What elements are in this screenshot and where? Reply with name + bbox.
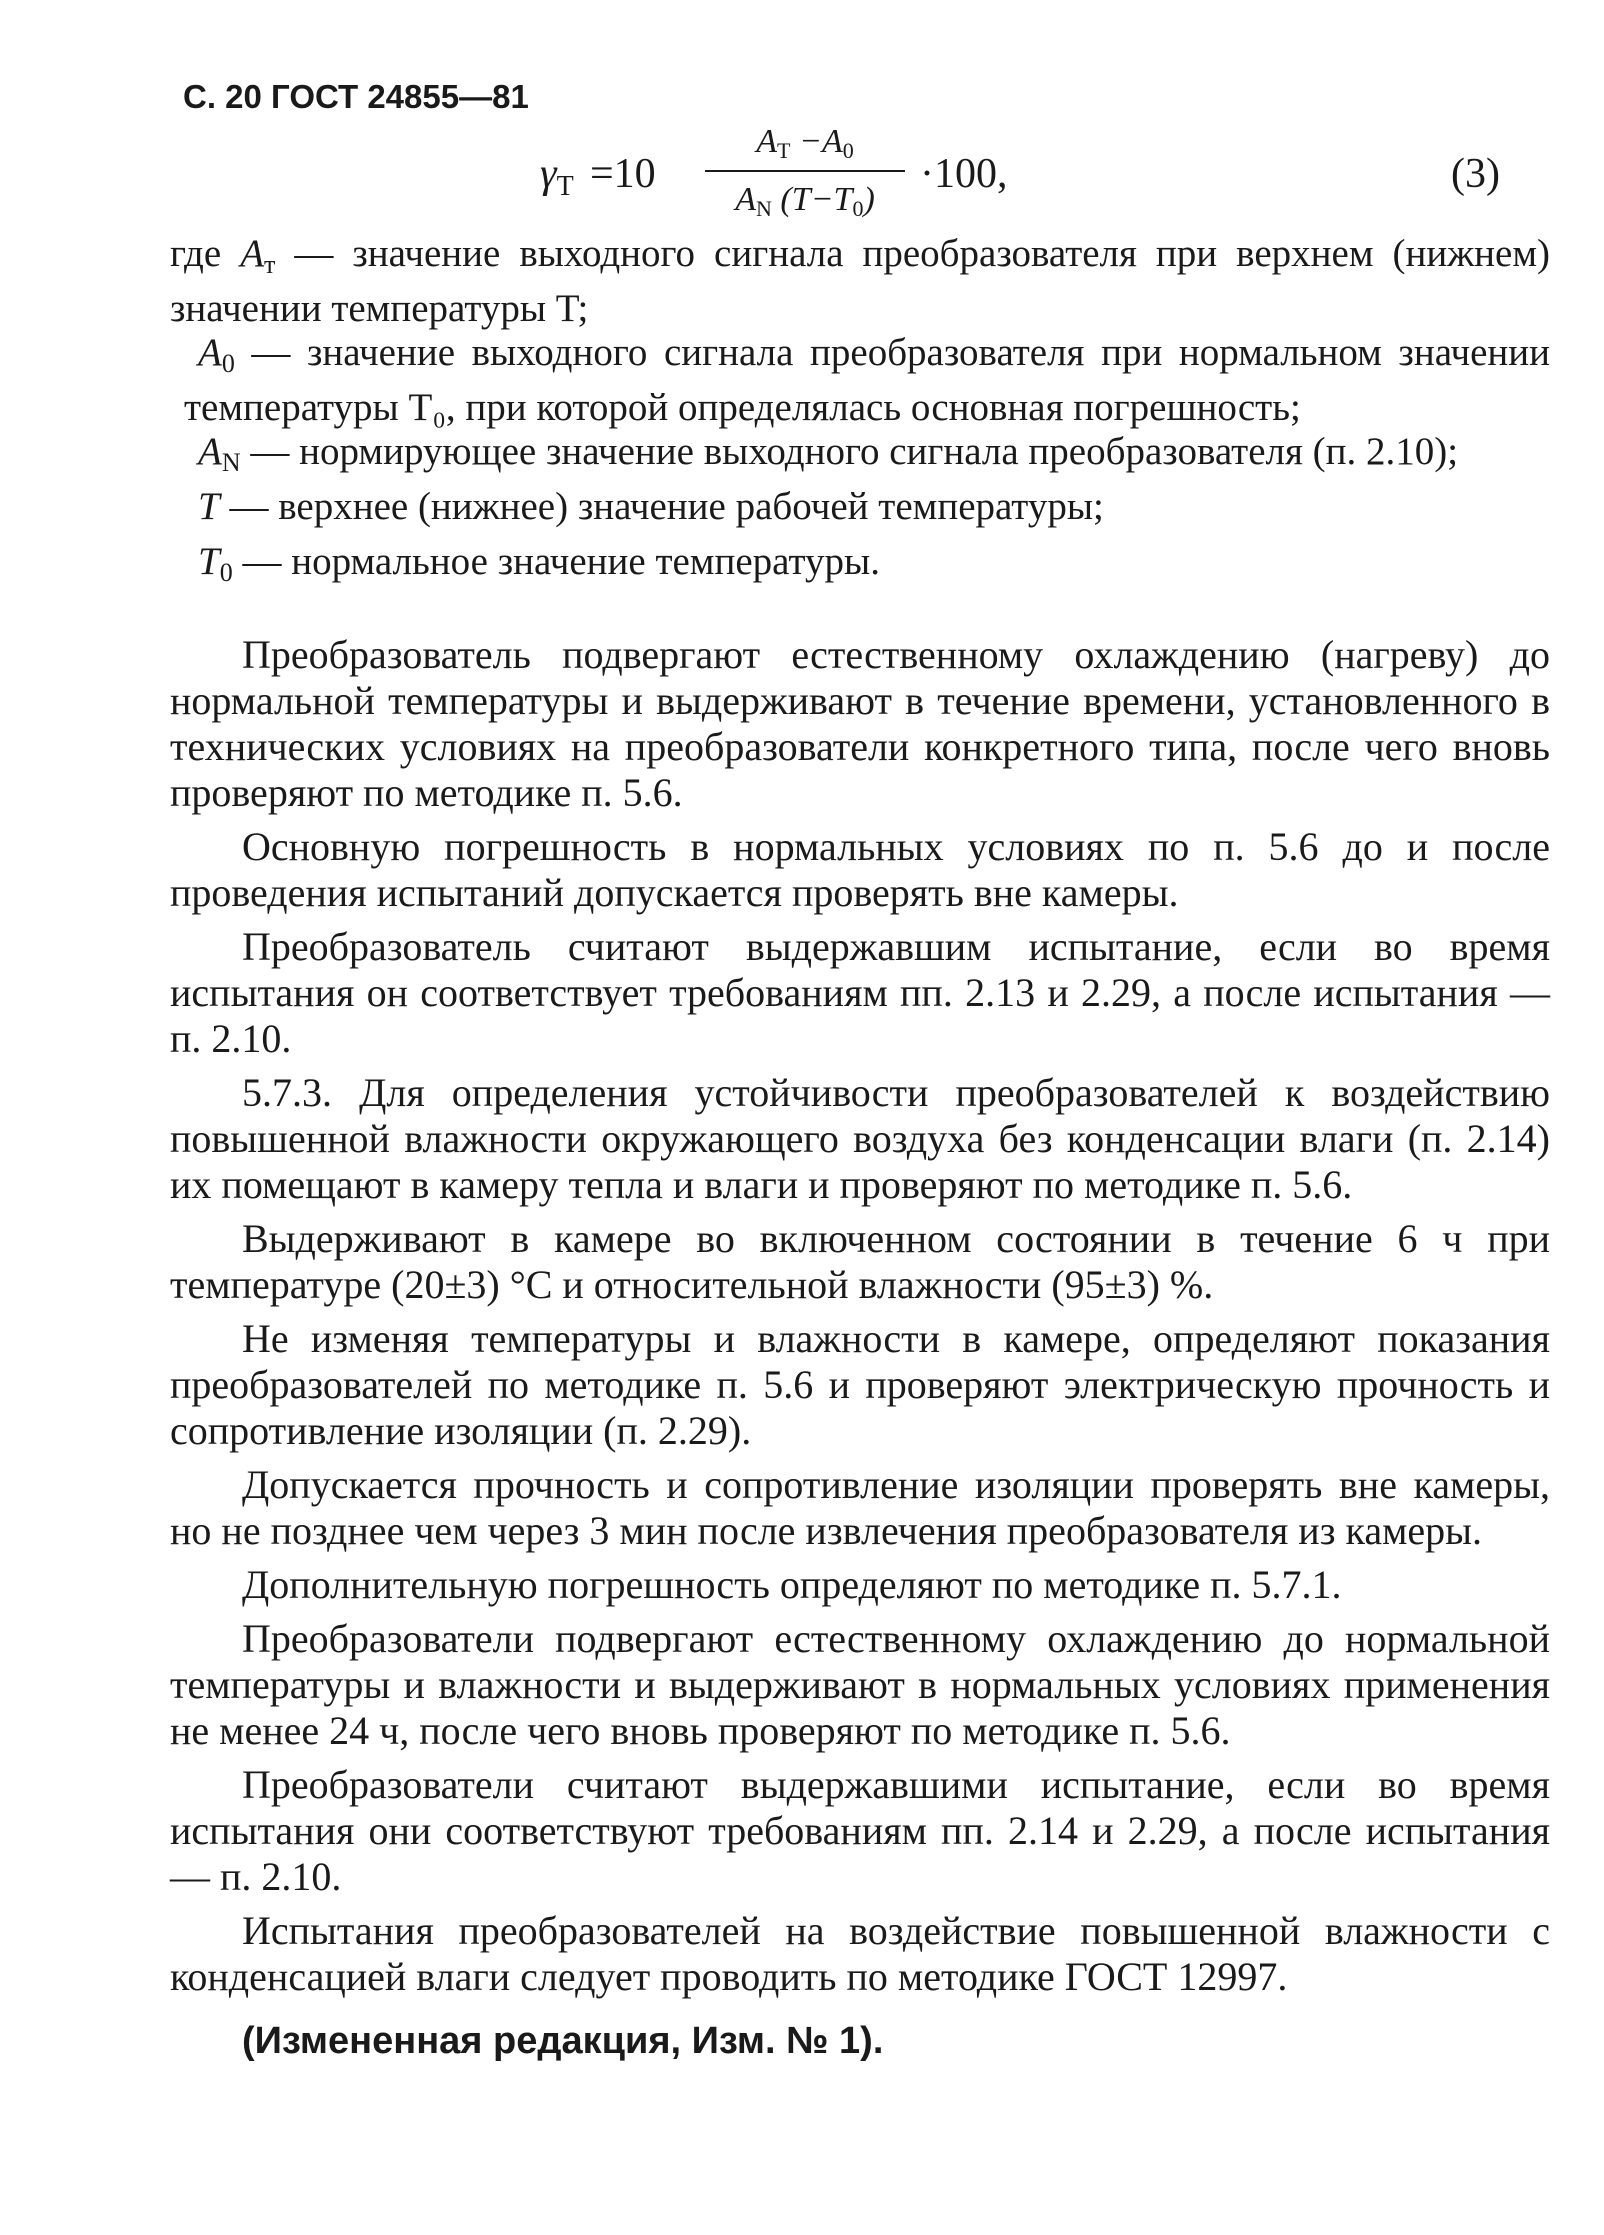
- symbol-subscript: 0: [219, 558, 233, 587]
- formula-equals: =10: [590, 151, 656, 197]
- symbol: A: [198, 430, 222, 473]
- formula-numerator: AT −A0: [756, 123, 854, 163]
- formula-multiplier: ·100,: [920, 151, 1008, 197]
- definition-text: — значение выходного сигнала преобразователя при нормальном значении температуры T₀, при которой определялась основная погрешность;: [184, 331, 1550, 429]
- paragraph: Преобразователи считают выдержавшими испытание, если во время испытания они соответствуют требованиям пп. 2.14 и 2.29, а после испытания — п. 2.10.: [170, 1762, 1550, 1899]
- paragraph: Не изменяя температуры и влажности в камере, определяют показания преобразователей по методике п. 5.6 и проверяют электрическую прочность и сопротивление изоляции (п. 2.29).: [170, 1316, 1550, 1453]
- definition-text: — нормальное значение температуры.: [232, 540, 880, 583]
- fraction-bar: [705, 170, 905, 172]
- paragraph: Основную погрешность в нормальных условиях по п. 5.6 до и после проведения испытаний допускается проверять вне камеры.: [170, 824, 1550, 915]
- symbol: A: [240, 232, 265, 275]
- definition-text: — значение выходного сигнала преобразователя при верхнем (нижнем) значении температуры T;: [170, 232, 1550, 330]
- symbol-subscript: 0: [221, 349, 235, 378]
- symbol: A: [198, 331, 222, 374]
- formula-fraction: [705, 118, 905, 224]
- definition-item: [170, 331, 1550, 430]
- symbol-subscript: N: [221, 448, 241, 477]
- paragraph: Преобразователь считают выдержавшим испытание, если во время испытания он соответствует требованиям пп. 2.13 и 2.29, а после испытания — п. 2.10.: [170, 924, 1550, 1061]
- paragraph: Преобразователь подвергают естественному охлаждению (нагреву) до нормальной температуры и выдерживают в течение времени, установленного в технических условиях на преобразователи конкретного типа, после чего вновь проверяют по методике п. 5.6.: [170, 632, 1550, 815]
- formula-3: [520, 118, 1500, 228]
- symbol: T: [198, 540, 220, 583]
- paragraph: Допускается прочность и сопротивление изоляции проверять вне камеры, но не позднее чем через 3 мин после извлечения преобразователя из камеры.: [170, 1462, 1550, 1553]
- section-5-7-3: 5.7.3. Для определения устойчивости преобразователей к воздействию повышенной влажности окружающего воздуха без конденсации влаги (п. 2.14) их помещают в камеру тепла и влаги и проверяют по методике п. 5.6.: [170, 1070, 1550, 1207]
- definition-text: — верхнее (нижнее) значение рабочей температуры;: [219, 485, 1104, 528]
- paragraph: Выдерживают в камере во включенном состоянии в течение 6 ч при температуре (20±3) °С и относительной влажности (95±3) %.: [170, 1216, 1550, 1307]
- paragraph: Дополнительную погрешность определяют по методике п. 5.7.1.: [242, 1562, 1342, 1607]
- definition-item: где $A_т$ — значение выходного сигнала преобразователя при верхнем (нижнем) значении температуры T;: [170, 232, 1550, 330]
- amendment-note: (Измененная редакция, Изм. № 1).: [242, 2020, 884, 2062]
- paragraph: Испытания преобразователей на воздействие повышенной влажности с конденсацией влаги следует проводить по методике ГОСТ 12997.: [170, 1908, 1550, 1999]
- formula-denominator: AN (T−T0): [735, 181, 875, 221]
- page-header: С. 20 ГОСТ 24855—81: [183, 78, 529, 115]
- symbol: T: [198, 485, 220, 528]
- paragraph: Преобразователи подвергают естественному охлаждению до нормальной температуры и влажности и выдерживают в нормальных условиях применения не менее 24 ч, после чего вновь проверяют по методике п. 5.6.: [170, 1616, 1550, 1753]
- body-text: [170, 632, 1550, 2064]
- formula-lhs: $\gamma_T$: [540, 151, 574, 202]
- definition-item: [170, 540, 1550, 595]
- symbol-subscript: т: [264, 250, 276, 279]
- definition-text: — нормирующее значение выходного сигнала преобразователя (п. 2.10);: [240, 430, 1459, 473]
- definition-item: [170, 485, 1550, 540]
- definition-item: [170, 430, 1550, 485]
- symbol-definitions: [170, 232, 1550, 595]
- equation-number: (3): [1451, 151, 1500, 197]
